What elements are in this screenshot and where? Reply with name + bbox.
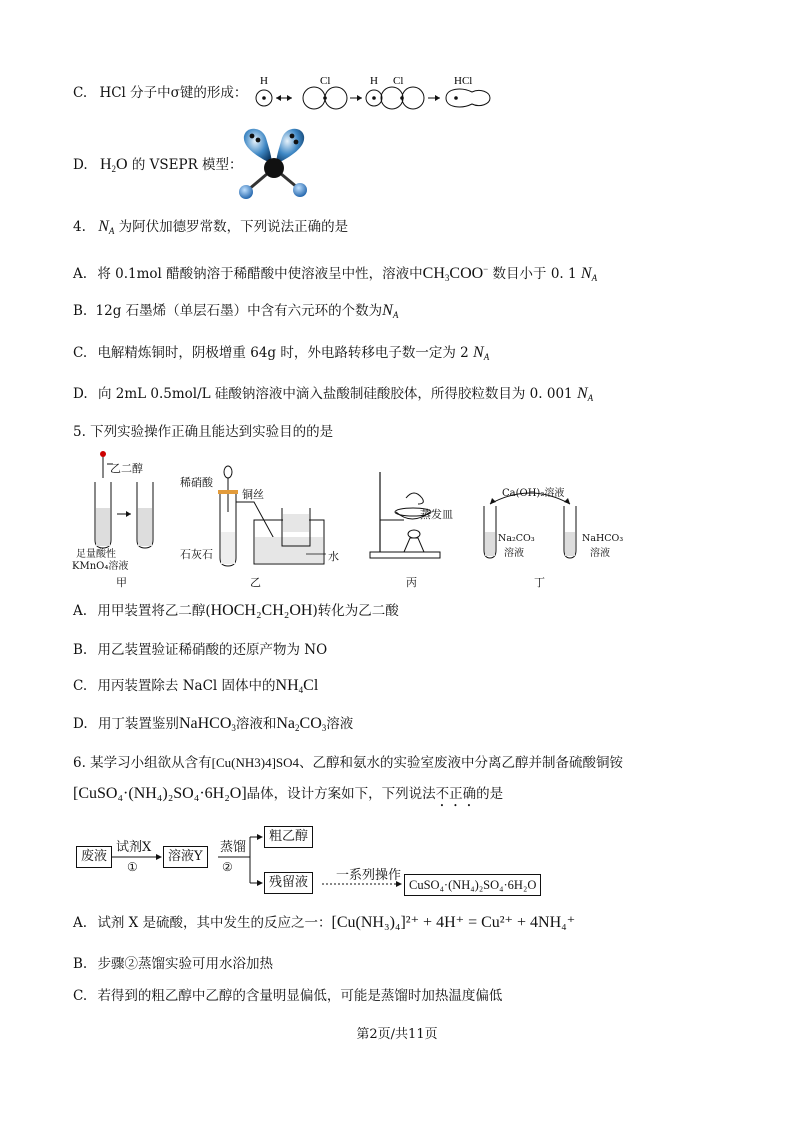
flow-box-waste: 废液 (76, 846, 112, 868)
na-n: N (382, 302, 393, 319)
label-evaporating-dish: 蒸发皿 (420, 508, 453, 521)
option-text: 步骤②蒸馏实验可用水浴加热 (97, 956, 274, 972)
apparatus-label-ding: 丁 (534, 576, 545, 589)
na-sub: A (587, 393, 594, 403)
option-prefix: C. (73, 678, 88, 694)
f-sub: 2 (295, 723, 300, 733)
q6-option-b (73, 955, 273, 973)
stem-text-3: 晶体，设计方案如下，下列说法 (246, 786, 436, 802)
f-nh: NH (275, 677, 299, 694)
stem-text-4: 的是 (476, 786, 504, 802)
formula-h: H (99, 156, 112, 173)
flow-box-crude-ethanol: 粗乙醇 (264, 826, 313, 848)
option-text: 电解精炼铜时，阴极增重 64g 时，外电路转移电子数一定为 2 (97, 345, 469, 361)
apparatus-label-bing: 丙 (406, 576, 417, 589)
question-number: 4. (73, 219, 86, 235)
f-cl: Cl (303, 677, 319, 694)
label-ethylene-glycol: 乙二醇 (110, 462, 143, 475)
option-text-end: 溶液 (326, 716, 354, 732)
f-sup: − (483, 264, 489, 274)
label-limestone: 石灰石 (180, 548, 213, 561)
na-sub: A (483, 352, 490, 362)
label-dilute-nitric-acid: 稀硝酸 (180, 476, 213, 489)
option-text: 用丙装置除去 NaCl 固体中的 (97, 678, 276, 694)
reaction-equation: [Cu(NH₃)₄]²⁺ + 4H⁺ = Cu²⁺ + 4NH₄⁺ (331, 914, 576, 931)
option-prefix: C. (73, 988, 88, 1004)
ethylene-glycol-formula: HOCH₂CH₂OH (210, 602, 313, 619)
na-sub: A (108, 226, 115, 236)
f-sub2: 3 (321, 723, 327, 733)
formula-sub: 2 (111, 164, 116, 174)
apparatus-label-jia: 甲 (116, 576, 127, 589)
label-solution-right: 溶液 (590, 548, 610, 559)
flow-box-solution-y: 溶液Y (163, 846, 208, 868)
option-text: 试剂 X 是硫酸，其中发生的反应之一： (97, 915, 332, 931)
option-text: 用乙装置验证稀硝酸的还原产物为 NO (97, 642, 328, 658)
na-sub: A (392, 310, 399, 320)
f-sub: 4 (298, 685, 304, 695)
option-prefix: B. (73, 303, 88, 319)
f-nahco: NaHCO (178, 715, 232, 732)
option-prefix: C. (73, 345, 88, 361)
q6-option-c (73, 987, 502, 1005)
na-n: N (98, 218, 109, 235)
option-text: 12g 石墨烯（单层石墨）中含有六元环的个数为 (95, 303, 383, 319)
option-prefix: A. (73, 915, 88, 931)
complex-formula: [Cu(NH3)4]SO4 (211, 755, 300, 770)
f-co: CO (299, 715, 322, 732)
option-text: 向 2mL 0.5mol/L 硅酸钠溶液中滴入盐酸制硅酸胶体，所得胶粒数目为 0. 001 (97, 386, 573, 402)
ammonium-copper-sulfate-formula: [CuSO₄·(NH₄)₂SO₄·6H₂O] (73, 785, 247, 802)
stem-text-2: 、乙醇和氨水的实验室废液中分离乙醇并制备硫酸铜铵 (299, 755, 624, 771)
emphasis-not-correct: 不正确 (435, 786, 477, 802)
option-text: 若得到的粗乙醇中乙醇的含量明显偏低，可能是蒸馏时加热温度偏低 (97, 988, 503, 1004)
option-text-2: 数目小于 0. 1 (492, 266, 577, 282)
option-text: 用甲装置将乙二醇( (97, 603, 211, 619)
label-copper-wire: 铜丝 (242, 488, 264, 501)
option-prefix: D. (73, 157, 88, 173)
orbital-label-h: H (260, 75, 268, 87)
apparatus-label-yi: 乙 (250, 576, 261, 589)
label-calcium-hydroxide: Ca(OH)₂溶液 (502, 488, 565, 499)
option-prefix: D. (73, 716, 88, 732)
option-text: HCl 分子中σ键的形成： (99, 85, 248, 101)
label-solution-left: 溶液 (504, 548, 524, 559)
option-prefix: B. (73, 642, 88, 658)
orbital-label-cl: Cl (320, 75, 331, 87)
orbital-label-cl2: Cl (393, 75, 404, 87)
option-text: 用丁装置鉴别 (97, 716, 179, 732)
flow-box-product: CuSO₄·(NH₄)₂SO₄·6H₂O (404, 874, 541, 896)
option-prefix: B. (73, 956, 88, 972)
formula-o: O (116, 156, 128, 173)
f-ch: CH (422, 265, 445, 282)
flow-label-distill: 蒸馏 (220, 840, 247, 855)
q6-option-a (73, 914, 575, 932)
na-sub: A (591, 273, 598, 283)
orbital-label-h2: H (370, 75, 378, 87)
option-text: 将 0.1mol 醋酸钠溶于稀醋酸中使溶液呈中性，溶液中 (97, 266, 423, 282)
flow-label-step1: ① (127, 860, 138, 874)
flow-label-operations: 一系列操作 (336, 868, 402, 883)
na-n: N (580, 265, 592, 282)
option-prefix: A. (73, 603, 88, 619)
na-n: N (473, 344, 484, 361)
f-coo: COO (449, 265, 484, 282)
stem-text: 6. 某学习小组欲从含有 (73, 755, 212, 771)
flow-label-reagent: 试剂X (116, 840, 152, 855)
option-prefix: D. (73, 386, 88, 402)
stem-text: 为阿伏加德罗常数，下列说法正确的是 (118, 219, 349, 235)
label-sodium-bicarbonate: NaHCO₃ (582, 533, 624, 544)
option-prefix: A. (73, 266, 88, 282)
label-kmno4: KMnO₄溶液 (72, 561, 129, 572)
f-sub: 3 (231, 723, 236, 733)
orbital-label-hcl: HCl (454, 75, 473, 87)
flow-box-residue: 残留液 (264, 872, 313, 894)
stem-text: 5. 下列实验操作正确且能达到实验目的的是 (73, 424, 334, 440)
label-acidic: 足量酸性 (76, 549, 116, 560)
f-sub: 3 (444, 273, 450, 283)
option-text: 的 VSEPR 模型： (131, 157, 243, 173)
flow-label-step2: ② (222, 860, 233, 874)
f-na: Na (276, 715, 296, 732)
label-water: 水 (328, 550, 339, 563)
label-sodium-carbonate: Na₂CO₃ (498, 533, 535, 544)
option-prefix: C. (73, 85, 88, 101)
option-text-mid: 溶液和 (235, 716, 277, 732)
page-footer: 第2页/共11页 (356, 1027, 438, 1042)
option-text-2: )转化为乙二酸 (312, 603, 399, 619)
na-n: N (576, 385, 588, 402)
